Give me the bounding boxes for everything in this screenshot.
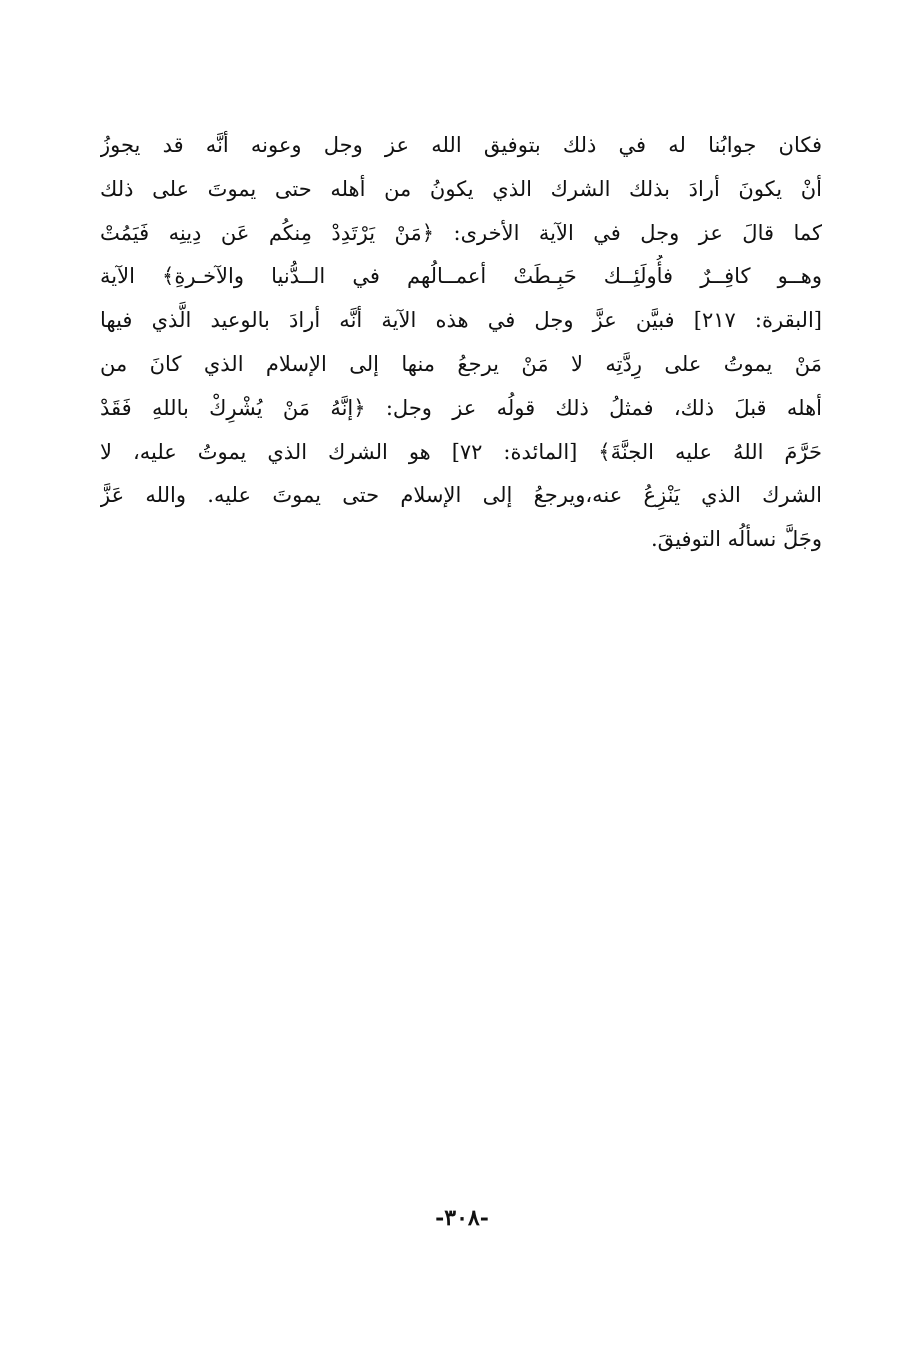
text-line: أنْ يكونَ أرادَ بذلك الشرك الذي يكونُ من أهله حتى يموتَ على ذلك <box>100 176 822 201</box>
text-line: كما قالَ عز وجل في الآية الأخرى: ﴿مَنْ يَرْتَدِدْ مِنكُم عَن دِينِه فَيَمُتْ <box>100 220 822 245</box>
text-line: وهــو كافِــرٌ فأُولَئِــك حَبِـطَتْ أعمــالُهم في الــدُّنيا والآخـرةِ﴾ الآية <box>100 264 822 289</box>
text-line: أهله قبلَ ذلك، فمثلُ ذلك قولُه عز وجل: ﴿إنَّهُ مَنْ يُشْرِكْ باللهِ فَقَدْ <box>100 395 822 420</box>
text-line: وجَلَّ نسألُه التوفيقَ. <box>651 527 822 552</box>
text-line: مَنْ يموتُ على رِدَّتِه لا مَنْ يرجعُ منها إلى الإسلام الذي كانَ من <box>100 351 822 376</box>
page-number: -٣٠٨- <box>435 1205 489 1231</box>
text-line: فكان جوابُنا له في ذلك بتوفيق الله عز وجل وعونه أنَّه قد يجوزُ <box>100 133 822 157</box>
text-line: حَرَّمَ اللهُ عليه الجنَّةَ﴾ [المائدة: ٧٢] هو الشرك الذي يموتُ عليه، لا <box>100 439 822 464</box>
text-line: الشرك الذي يَنْزِعُ عنه،ويرجعُ إلى الإسلام حتى يموتَ عليه. والله عَزَّ <box>100 483 822 508</box>
text-line: [البقرة: ٢١٧] فبيَّن عزَّ وجل في هذه الآية أنَّه أرادَ بالوعيد الَّذي فيها <box>100 308 822 333</box>
body-text <box>100 124 822 562</box>
